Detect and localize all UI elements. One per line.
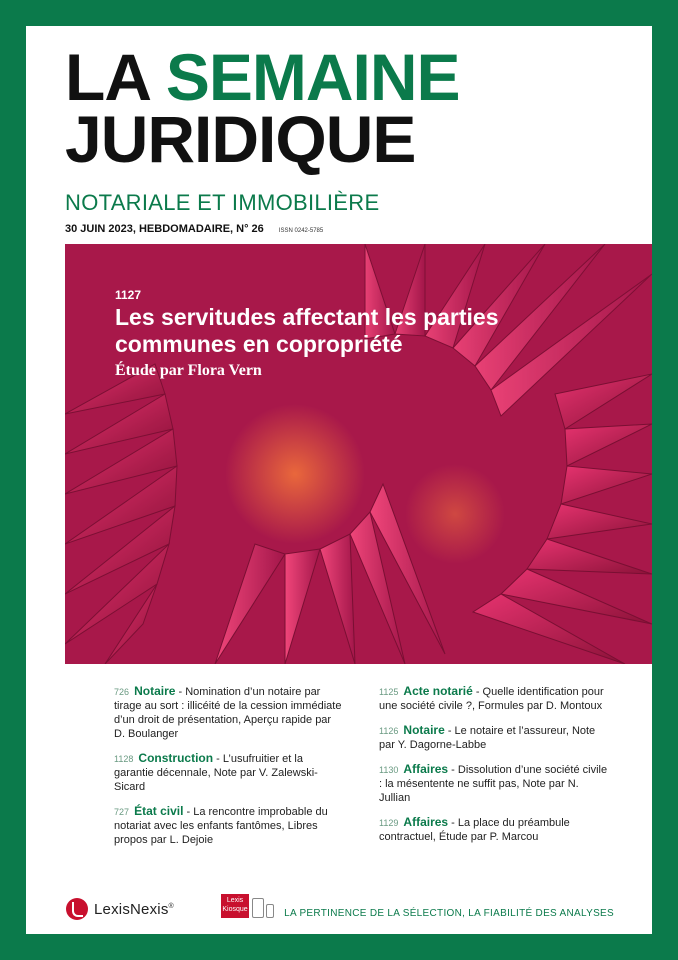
- lexis-kiosque-logo[interactable]: [221, 894, 274, 918]
- cover-image: [65, 244, 652, 664]
- toc-section: Construction: [138, 751, 214, 765]
- toc-text: - Nomination d’un notaire par tirage au sort : illicéité de la cession immédiate d’un droit de présentation, Aperçu rapide par D. Boulanger: [114, 686, 342, 740]
- toc-right-column: [379, 684, 609, 854]
- article-title: Les servitudes affectant les parties communes en copropriété: [115, 304, 499, 357]
- toc-number: 1130: [379, 765, 399, 775]
- issue-date: 30 JUIN 2023, HEBDOMADAIRE, N° 26: [65, 223, 264, 235]
- publisher-name: LexisNexis®: [94, 900, 174, 918]
- toc-number: 1129: [379, 818, 399, 828]
- toc-number: 1126: [379, 726, 399, 736]
- toc-entry[interactable]: [379, 684, 609, 713]
- toc-entry[interactable]: [379, 815, 609, 844]
- toc-entry[interactable]: [114, 804, 344, 847]
- toc-entry[interactable]: [114, 751, 344, 794]
- toc-number: 1128: [114, 754, 134, 764]
- toc-section: Affaires: [403, 762, 449, 776]
- masthead-semaine: SEMAINE: [165, 40, 460, 114]
- toc-text: - La rencontre improbable du notariat avec les enfants fantômes, Libres propos par L. Dejoie: [114, 806, 328, 846]
- lexisnexis-logo[interactable]: [66, 898, 174, 920]
- cover-article: [115, 288, 585, 380]
- toc-section: Acte notarié: [403, 684, 473, 698]
- toc-text: - L’usufruitier et la garantie décennale, Note par V. Zalewski-Sicard: [114, 753, 318, 793]
- masthead-subtitle: NOTARIALE ET IMMOBILIÈRE: [65, 190, 380, 215]
- issue-line: [65, 223, 323, 235]
- toc-section: Affaires: [403, 815, 449, 829]
- footer: [26, 894, 652, 924]
- toc-number: 1125: [379, 687, 399, 697]
- toc-entry[interactable]: [114, 684, 344, 741]
- masthead-juridique: JURIDIQUE: [65, 102, 416, 176]
- toc-left-column: [114, 684, 344, 857]
- toc-text: - La place du préambule contractuel, Étude par P. Marcou: [379, 817, 570, 843]
- toc-section: Notaire: [403, 723, 445, 737]
- masthead-line-1: [65, 40, 460, 114]
- toc-section: État civil: [134, 804, 184, 818]
- masthead-la: LA: [65, 40, 149, 114]
- toc-entry[interactable]: [379, 723, 609, 752]
- toc-section: Notaire: [134, 684, 176, 698]
- article-author: Étude par Flora Vern: [115, 362, 262, 379]
- tablet-icon: [252, 898, 264, 918]
- toc-text: - Quelle identification pour une société civile ?, Formules par D. Montoux: [379, 686, 604, 712]
- toc-text: - Dissolution d’une société civile : la mésentente ne suffit pas, Note par N. Jullian: [379, 764, 608, 804]
- lexisnexis-icon: [66, 898, 88, 920]
- issn: ISSN 0242-5785: [278, 228, 324, 234]
- toc-text: - Le notaire et l’assureur, Note par Y. Dagorne-Labbe: [379, 725, 596, 751]
- toc-number: 727: [114, 807, 130, 817]
- tagline: LA PERTINENCE DE LA SÉLECTION, LA FIABILITÉ DES ANALYSES: [284, 908, 614, 919]
- magazine-cover: [26, 26, 652, 934]
- toc-number: 726: [114, 687, 130, 697]
- phone-icon: [266, 904, 274, 918]
- article-number: 1127: [115, 288, 142, 302]
- toc-entry[interactable]: [379, 762, 609, 805]
- kiosque-icon: Lexis Kiosque: [221, 894, 249, 918]
